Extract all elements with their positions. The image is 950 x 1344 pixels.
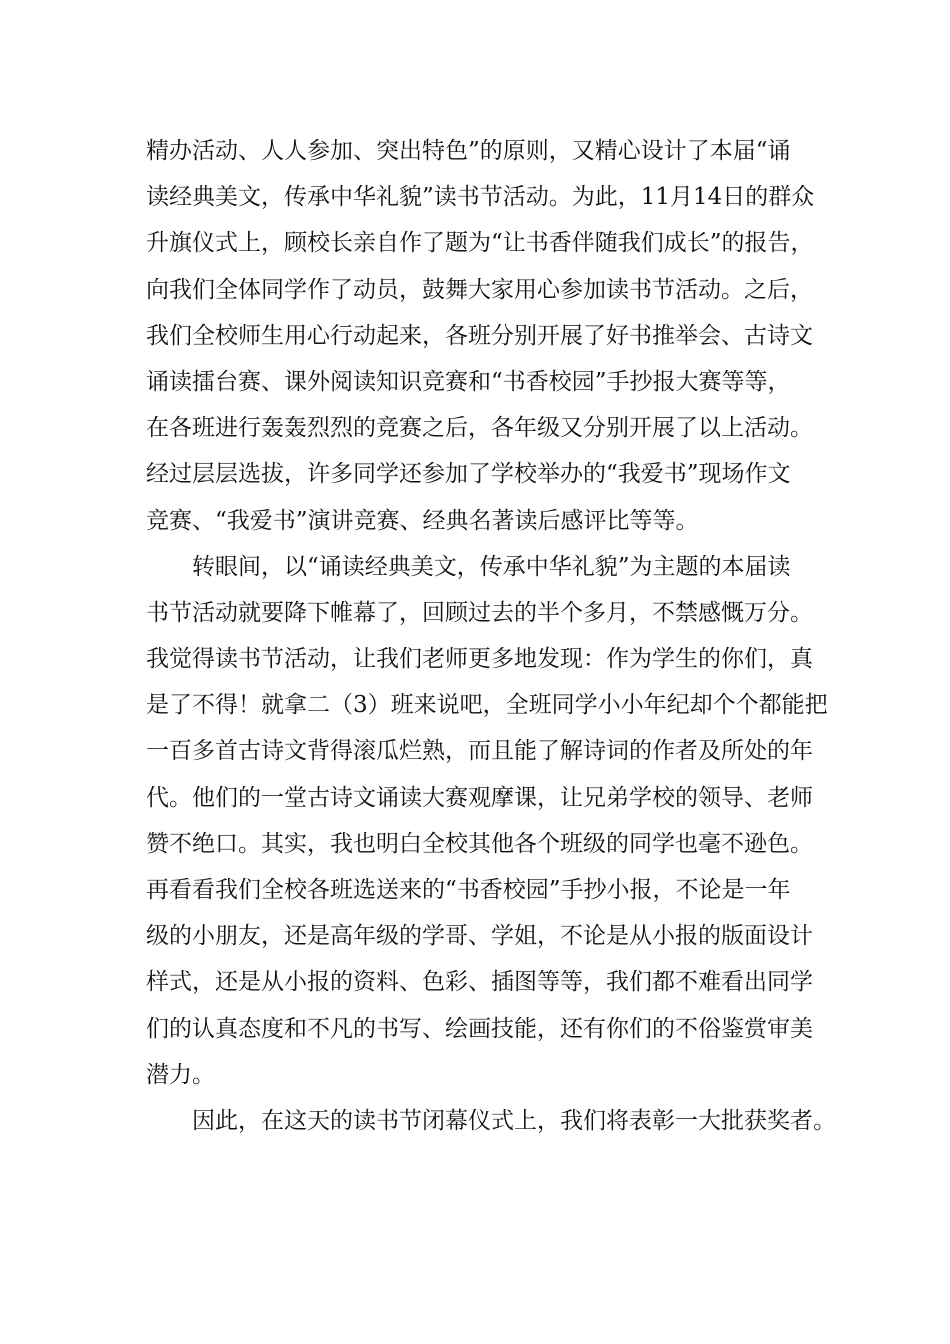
text-line: 经过层层选拔，许多同学还参加了学校举办的“我爱书”现场作文: [146, 461, 791, 488]
text-line: 一百多首古诗文背得滚瓜烂熟，而且能了解诗词的作者及所处的年: [146, 738, 813, 765]
text-line: 级的小朋友，还是高年级的学哥、学姐，不论是从小报的版面设计: [146, 923, 813, 950]
text-line: 我觉得读书节活动，让我们老师更多地发现：作为学生的你们，真: [146, 646, 813, 673]
text-line: 们的认真态度和不凡的书写、绘画技能，还有你们的不俗鉴赏审美: [146, 1015, 813, 1042]
text-line: 是了不得！就拿二（3）班来说吧，全班同学小小年纪却个个都能把: [146, 692, 828, 719]
text-line: 竞赛、“我爱书”演讲竞赛、经典名著读后感评比等等。: [146, 507, 699, 534]
text-line: 书节活动就要降下帷幕了，回顾过去的半个多月，不禁感慨万分。: [146, 599, 813, 626]
text-line: 样式，还是从小报的资料、色彩、插图等等，我们都不难看出同学: [146, 969, 813, 996]
text-line: 读经典美文，传承中华礼貌”读书节活动。为此，11月14日的群众: [146, 184, 815, 211]
text-line: 精办活动、人人参加、突出特色”的原则，又精心设计了本届“诵: [146, 138, 791, 164]
text-line: 潜力。: [146, 1061, 215, 1088]
text-line: 代。他们的一堂古诗文诵读大赛观摩课，让兄弟学校的领导、老师: [146, 784, 813, 811]
paragraph-start-line: 转眼间，以“诵读经典美文，传承中华礼貌”为主题的本届读: [192, 553, 791, 580]
body-text: [146, 128, 836, 1144]
text-line: 向我们全体同学作了动员，鼓舞大家用心参加读书节活动。之后，: [146, 276, 813, 303]
text-line: 升旗仪式上，顾校长亲自作了题为“让书香伴随我们成长”的报告，: [146, 230, 814, 257]
paragraph-start-line: 因此，在这天的读书节闭幕仪式上，我们将表彰一大批获奖者。: [192, 1107, 836, 1134]
text-line: 赞不绝口。其实，我也明白全校其他各个班级的同学也毫不逊色。: [146, 830, 813, 857]
text-line: 诵读擂台赛、课外阅读知识竞赛和“书香校园”手抄报大赛等等，: [146, 368, 791, 395]
text-line: 再看看我们全校各班选送来的“书香校园”手抄小报，不论是一年: [146, 877, 791, 903]
text-line: 我们全校师生用心行动起来，各班分别开展了好书推举会、古诗文: [146, 322, 813, 349]
text-line: 在各班进行轰轰烈烈的竞赛之后，各年级又分别开展了以上活动。: [146, 415, 813, 442]
